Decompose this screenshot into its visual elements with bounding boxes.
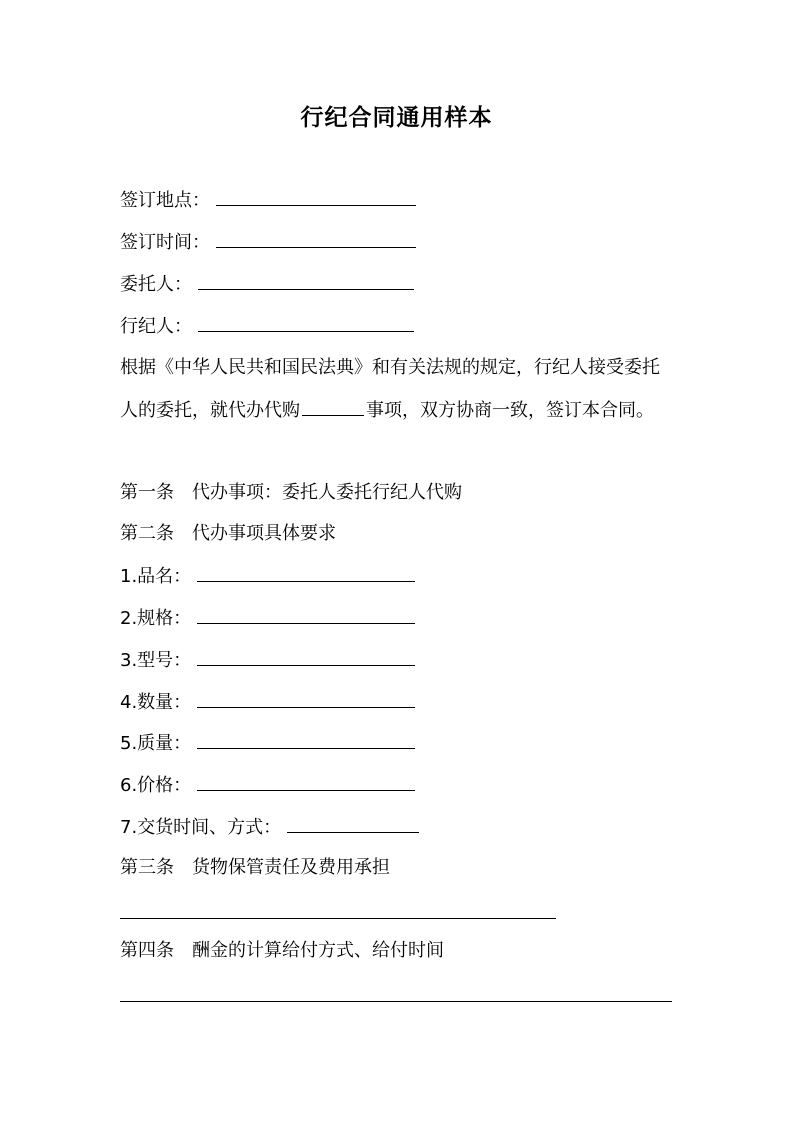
principal-line xyxy=(120,271,414,298)
signing-place-label: 签订地点： xyxy=(120,190,210,211)
requirement-blank[interactable] xyxy=(197,730,415,749)
article-2 xyxy=(120,521,336,547)
requirement-item xyxy=(120,605,415,632)
article-3-blank-line[interactable] xyxy=(120,918,556,919)
requirement-item xyxy=(120,689,415,716)
requirement-label: 3.型号： xyxy=(120,650,192,671)
requirement-label: 2.规格： xyxy=(120,608,192,629)
signing-time-label: 签订时间： xyxy=(120,232,210,253)
signing-time-blank[interactable] xyxy=(216,229,416,248)
requirement-label: 1.品名： xyxy=(120,566,192,587)
requirement-item xyxy=(120,772,415,799)
requirement-label: 4.数量： xyxy=(120,692,192,713)
requirement-item xyxy=(120,814,419,841)
requirement-label: 7.交货时间、方式： xyxy=(120,817,282,838)
intro-line-2 xyxy=(120,397,654,424)
intro-text-2a: 人的委托，就代办代购 xyxy=(120,400,300,421)
intro-line-1 xyxy=(120,355,660,381)
requirement-blank[interactable] xyxy=(197,563,415,582)
principal-label: 委托人： xyxy=(120,274,192,295)
article-3-text: 第三条 货物保管责任及费用承担 xyxy=(120,857,390,878)
broker-blank[interactable] xyxy=(198,313,414,332)
article-1 xyxy=(120,480,462,506)
requirement-blank[interactable] xyxy=(197,647,415,666)
requirement-label: 6.价格： xyxy=(120,775,192,796)
signing-time-line xyxy=(120,229,416,256)
requirement-label: 5.质量： xyxy=(120,733,192,754)
requirement-item xyxy=(120,563,415,590)
broker-label: 行纪人： xyxy=(120,316,192,337)
requirement-blank[interactable] xyxy=(197,772,415,791)
intro-text-2b: 事项，双方协商一致，签订本合同。 xyxy=(366,400,654,421)
broker-line xyxy=(120,313,414,340)
intro-text-1: 根据《中华人民共和国民法典》和有关法规的规定，行纪人接受委托 xyxy=(120,357,660,378)
article-4-blank-line[interactable] xyxy=(120,1001,672,1002)
signing-place-blank[interactable] xyxy=(216,187,416,206)
purchase-item-blank[interactable] xyxy=(302,397,364,416)
article-3 xyxy=(120,855,390,881)
article-1-text: 第一条 代办事项：委托人委托行纪人代购 xyxy=(120,482,462,503)
article-4-text: 第四条 酬金的计算给付方式、给付时间 xyxy=(120,940,444,961)
document-title: 行纪合同通用样本 xyxy=(300,105,493,131)
requirement-blank[interactable] xyxy=(197,605,415,624)
signing-place-line xyxy=(120,187,416,214)
requirement-item xyxy=(120,730,415,757)
requirement-item xyxy=(120,647,415,674)
requirement-blank[interactable] xyxy=(287,814,419,833)
requirement-blank[interactable] xyxy=(197,689,415,708)
principal-blank[interactable] xyxy=(198,271,414,290)
article-2-text: 第二条 代办事项具体要求 xyxy=(120,523,336,544)
article-4 xyxy=(120,938,444,964)
